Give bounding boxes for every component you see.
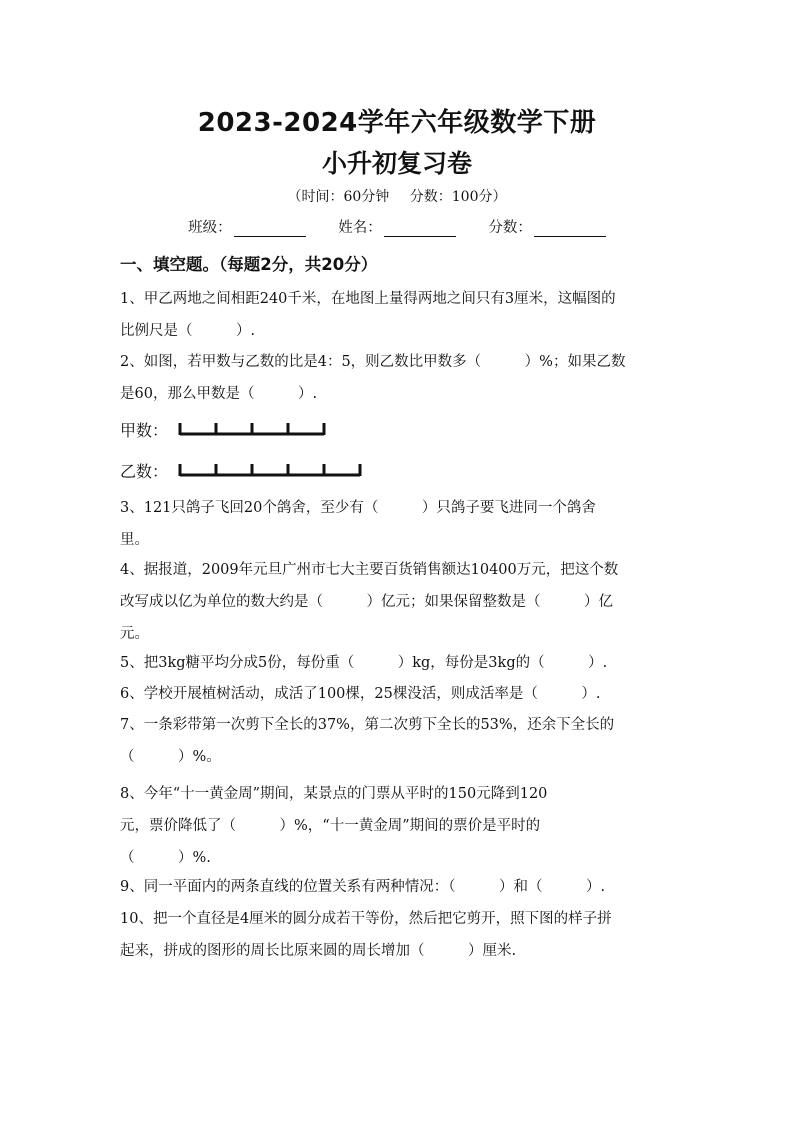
class-blank[interactable] — [234, 222, 306, 237]
question-line: 4、据报道，2009年元旦广州市七大主要百货销售额达10400万元，把这个数 — [120, 562, 619, 578]
name-field[interactable] — [338, 216, 456, 237]
question-line: 比例尺是（ ）. — [120, 323, 256, 339]
exam-meta — [0, 186, 794, 206]
name-label: 姓名： — [338, 220, 382, 236]
question-line: （ ）%. — [120, 850, 211, 866]
question-8 — [120, 778, 680, 874]
question-line: 8、今年“十一黄金周”期间，某景点的门票从平时的150元降到120 — [120, 786, 548, 802]
question-line: 里。 — [120, 532, 149, 548]
question-5 — [120, 647, 680, 679]
question-line: 2、如图，若甲数与乙数的比是4：5，则乙数比甲数多（ ）%；如果乙数 — [120, 354, 626, 370]
yi-label: 乙数： — [120, 462, 169, 481]
question-1 — [120, 283, 680, 347]
exam-subtitle: 小升初复习卷 — [321, 149, 472, 178]
question-line: 元。 — [120, 626, 149, 642]
question-line: 起来，拼成的图形的周长比原来圆的周长增加（ ）厘米. — [120, 943, 517, 959]
score-blank[interactable] — [534, 222, 606, 237]
total-score: 分数：100分） — [409, 189, 507, 205]
yi-segment-diagram — [178, 463, 368, 479]
student-info-fields — [0, 216, 794, 237]
question-line: 是60，那么甲数是（ ）. — [120, 386, 318, 402]
question-7 — [120, 709, 680, 773]
question-6 — [120, 678, 680, 710]
question-10 — [120, 903, 680, 967]
question-line: 改写成以亿为单位的数大约是（ ）亿元；如果保留整数是（ ）亿 — [120, 594, 613, 610]
question-2 — [120, 346, 680, 410]
question-line: 9、同一平面内的两条直线的位置关系有两种情况：（ ）和（ ）. — [120, 879, 606, 895]
class-field[interactable] — [188, 216, 306, 237]
question-line: 元，票价降低了（ ）%，“十一黄金周”期间的票价是平时的 — [120, 818, 541, 834]
question-line: 1、甲乙两地之间相距240千米，在地图上量得两地之间只有3厘米，这幅图的 — [120, 291, 616, 307]
jia-label: 甲数： — [120, 421, 169, 440]
question-line: 10、把一个直径是4厘米的圆分成若干等份，然后把它剪开，照下图的样子拼 — [120, 911, 612, 927]
score-label: 分数： — [488, 220, 532, 236]
section-heading: 一、填空题。（每题2分，共20分） — [120, 255, 378, 274]
question-line: 7、一条彩带第一次剪下全长的37%，第二次剪下全长的53%，还余下全长的 — [120, 717, 615, 733]
question-line: 5、把3kg糖平均分成5份，每份重（ ）kg，每份是3kg的（ ）. — [120, 655, 608, 671]
time-limit: （时间：60分钟 — [287, 189, 390, 205]
question-line: 3、121只鸽子飞回20个鸽舍，至少有（ ）只鸽子要飞进同一个鸽舍 — [120, 500, 596, 516]
question-3 — [120, 492, 680, 556]
name-blank[interactable] — [384, 222, 456, 237]
class-label: 班级： — [188, 220, 232, 236]
question-4 — [120, 554, 680, 650]
question-line: （ ）%。 — [120, 749, 221, 765]
jia-segment-diagram — [178, 422, 368, 438]
score-field[interactable] — [488, 216, 606, 237]
exam-title: 2023-2024学年六年级数学下册 — [197, 108, 597, 138]
question-9 — [120, 871, 680, 903]
question-line: 6、学校开展植树活动，成活了100棵，25棵没活，则成活率是（ ）. — [120, 686, 601, 702]
